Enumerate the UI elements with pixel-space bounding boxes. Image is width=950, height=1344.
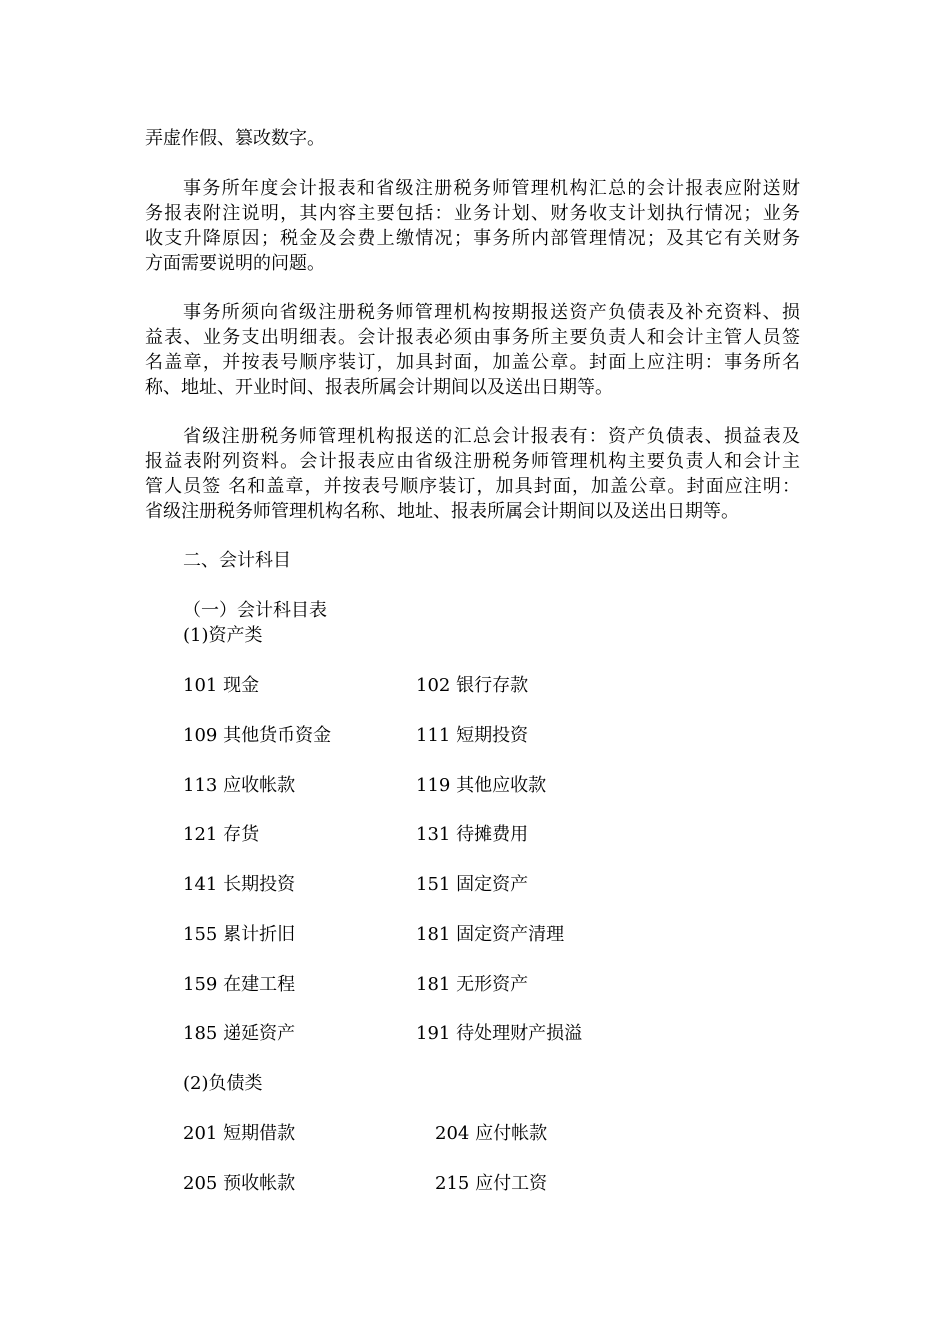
text-line: 报益表附列资料。会计报表应由省级注册税务师管理机构主要负责人和会计主 [145, 451, 800, 472]
paragraph-summary-reports [145, 424, 800, 524]
text-line: 方面需要说明的问题。 [145, 253, 325, 274]
text-line: 称、地址、开业时间、报表所属会计期间以及送出日期等。 [145, 377, 613, 398]
account-item: 201 短期借款 [183, 1123, 296, 1144]
liability-category-heading: (2)负债类 [183, 1073, 263, 1094]
account-item: 113 应收帐款 [183, 775, 296, 796]
text-line: 省级注册税务师管理机构报送的汇总会计报表有：资产负债表、损益表及 [183, 426, 800, 447]
text-line: 管人员签 名和盖章，并按表号顺序装订，加具封面，加盖公章。封面应注明： [145, 476, 800, 497]
account-item: 159 在建工程 [183, 974, 296, 995]
account-item: 131 待摊费用 [416, 824, 529, 845]
subsection-title: （一）会计科目表 [183, 600, 327, 621]
account-item: 185 递延资产 [183, 1023, 296, 1044]
account-item: 109 其他货币资金 [183, 725, 332, 746]
account-item: 191 待处理财产损溢 [416, 1023, 583, 1044]
paragraph-continuation [145, 126, 800, 151]
asset-category-heading: (1)资产类 [183, 625, 263, 646]
text-line: 事务所年度会计报表和省级注册税务师管理机构汇总的会计报表应附送财 [183, 178, 800, 199]
text-line: 弄虚作假、篡改数字。 [145, 128, 325, 149]
text-line: 省级注册税务师管理机构名称、地址、报表所属会计期间以及送出日期等。 [145, 501, 739, 522]
account-item: 181 固定资产清理 [416, 924, 565, 945]
text-line: 益表、业务支出明细表。会计报表必须由事务所主要负责人和会计主管人员签 [145, 327, 800, 348]
account-item: 151 固定资产 [416, 874, 529, 895]
account-item: 111 短期投资 [416, 725, 529, 746]
text-line: 名盖章，并按表号顺序装订，加具封面，加盖公章。封面上应注明：事务所名 [145, 352, 800, 373]
section-title: 二、会计科目 [183, 550, 291, 571]
paragraph-financial-notes [145, 176, 800, 276]
account-item: 141 长期投资 [183, 874, 296, 895]
text-line: 务报表附注说明，其内容主要包括：业务计划、财务收支计划执行情况；业务 [145, 203, 800, 224]
account-item: 205 预收帐款 [183, 1173, 296, 1194]
account-item: 121 存货 [183, 824, 260, 845]
text-line: 事务所须向省级注册税务师管理机构按期报送资产负债表及补充资料、损 [183, 302, 800, 323]
account-item: 155 累计折旧 [183, 924, 296, 945]
account-item: 181 无形资产 [416, 974, 529, 995]
paragraph-report-submission [145, 300, 800, 400]
account-item: 204 应付帐款 [435, 1123, 548, 1144]
account-item: 119 其他应收款 [416, 775, 547, 796]
account-item: 102 银行存款 [416, 675, 529, 696]
account-item: 101 现金 [183, 675, 260, 696]
account-item: 215 应付工资 [435, 1173, 548, 1194]
text-line: 收支升降原因；税金及会费上缴情况；事务所内部管理情况；及其它有关财务 [145, 228, 800, 249]
